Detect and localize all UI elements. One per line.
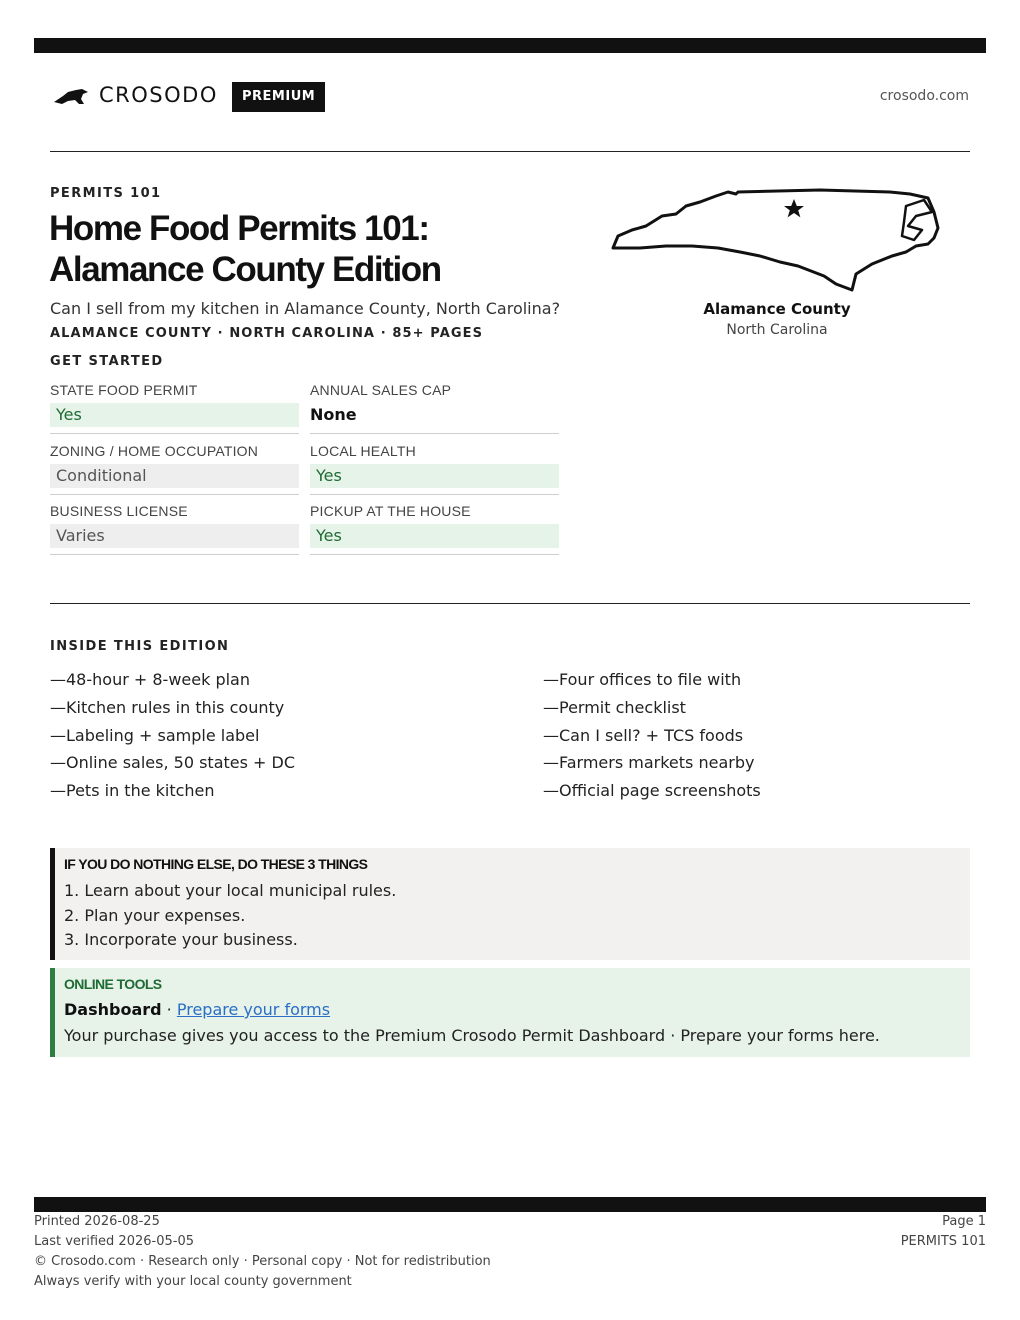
online-tools-title: ONLINE TOOLS	[64, 976, 162, 992]
get-started-heading: GET STARTED	[50, 354, 164, 369]
toc-item: —Four offices to file with	[543, 670, 742, 689]
bottom-bar	[34, 1197, 986, 1212]
fact-zoning	[50, 443, 299, 495]
verified-date: Last verified 2026-05-05	[34, 1234, 194, 1249]
page-title-line2: Alamance County Edition	[49, 250, 441, 289]
todo-item: 1. Learn about your local municipal rules.	[64, 881, 397, 900]
fact-value: None	[310, 405, 357, 424]
fact-annual-sales-cap	[310, 382, 559, 434]
brand-name: CROSODO	[99, 83, 218, 107]
toc-item: —Farmers markets nearby	[543, 753, 755, 773]
premium-badge: PREMIUM	[232, 82, 325, 112]
star-icon	[784, 199, 804, 217]
disclaimer: Always verify with your local county government	[34, 1274, 352, 1289]
toc-item: —Labeling + sample label	[50, 725, 260, 745]
section-kicker: PERMITS 101	[50, 186, 162, 201]
fact-business-license	[50, 503, 299, 555]
fact-value: Yes	[50, 403, 299, 427]
online-tools-links	[64, 1000, 330, 1019]
fact-label: LOCAL HEALTH	[310, 443, 416, 459]
separator: ·	[161, 1000, 177, 1019]
footer-right	[901, 1212, 986, 1252]
toc-item: —Kitchen rules in this county	[50, 697, 285, 717]
site-url[interactable]: crosodo.com	[879, 88, 969, 104]
todo-item: 2. Plan your expenses.	[64, 905, 246, 925]
fact-state-food-permit	[50, 382, 299, 434]
edition-meta: ALAMANCE COUNTY · NORTH CAROLINA · 85+ PAGES	[50, 326, 484, 341]
toc-item: —Online sales, 50 states + DC	[50, 753, 296, 773]
online-tools-description: Your purchase gives you access to the Premium Crosodo Permit Dashboard · Prepare your forms here.	[64, 1026, 880, 1045]
page-title	[49, 208, 589, 290]
fact-label: BUSINESS LICENSE	[50, 503, 188, 519]
fact-value: Conditional	[50, 464, 299, 488]
toc-list-left	[50, 666, 295, 805]
toc-item: —Pets in the kitchen	[50, 781, 215, 801]
footer-section: PERMITS 101	[900, 1234, 986, 1249]
todo-item: 3. Incorporate your business.	[64, 930, 298, 950]
bird-icon	[54, 88, 88, 106]
dashboard-label: Dashboard	[64, 1000, 162, 1019]
page-subtitle: Can I sell from my kitchen in Alamance County, North Carolina?	[50, 299, 561, 318]
fact-value: Yes	[310, 524, 559, 548]
page-number: Page 1	[942, 1214, 986, 1229]
state-outline	[613, 190, 938, 290]
state-map	[610, 186, 946, 296]
toc-item: —Permit checklist	[543, 697, 686, 717]
toc-list-right	[543, 666, 761, 805]
fact-value: Varies	[50, 524, 299, 548]
footer-left	[34, 1212, 491, 1292]
fact-pickup	[310, 503, 559, 555]
printed-date: Printed 2026-08-25	[34, 1214, 160, 1229]
section-divider	[50, 603, 970, 604]
copyright-notice: © Crosodo.com · Research only · Personal copy · Not for redistribution	[34, 1254, 491, 1269]
todo-title: IF YOU DO NOTHING ELSE, DO THESE 3 THINGS	[64, 856, 368, 872]
todo-callout	[50, 848, 970, 960]
fact-label: PICKUP AT THE HOUSE	[310, 503, 471, 519]
fact-label: ZONING / HOME OCCUPATION	[50, 443, 259, 459]
fact-local-health	[310, 443, 559, 495]
todo-list	[64, 879, 396, 953]
map-county-label: Alamance County	[703, 300, 851, 318]
header-divider	[50, 151, 970, 152]
toc-item: —48-hour + 8-week plan	[50, 670, 250, 689]
page-title-line1: Home Food Permits 101:	[49, 209, 429, 248]
fact-value: Yes	[310, 464, 559, 488]
page-header	[50, 82, 970, 112]
fact-label: STATE FOOD PERMIT	[50, 382, 198, 398]
online-tools-callout	[50, 968, 970, 1057]
fact-label: ANNUAL SALES CAP	[310, 382, 452, 398]
toc-item: —Official page screenshots	[543, 781, 761, 801]
toc-item: —Can I sell? + TCS foods	[543, 725, 744, 745]
map-state-label: North Carolina	[726, 322, 828, 338]
prepare-forms-link[interactable]: Prepare your forms	[176, 1000, 331, 1019]
inside-edition-heading: INSIDE THIS EDITION	[50, 639, 230, 654]
top-bar	[34, 38, 986, 53]
